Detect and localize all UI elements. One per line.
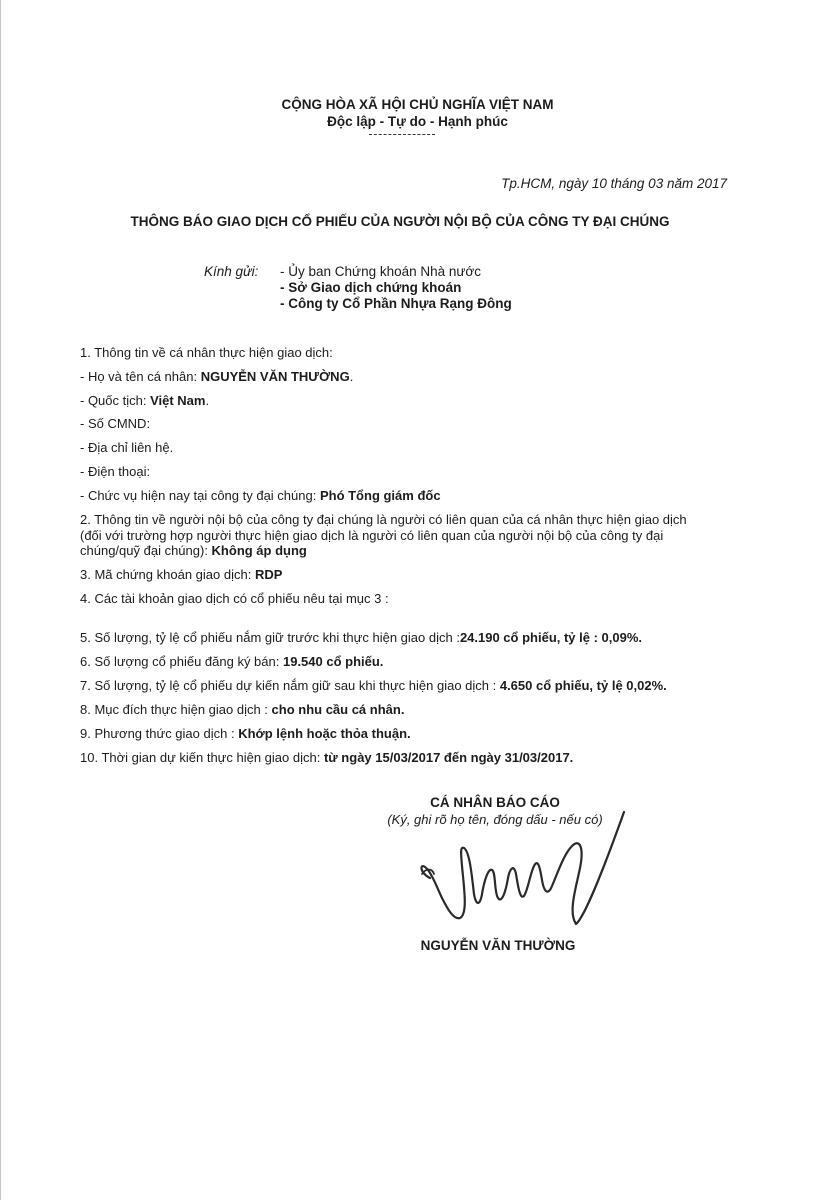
section-2-value: Không áp dụng <box>211 543 307 558</box>
section-7-label: 7. Số lượng, tỷ lệ cổ phiếu dự kiến nắm giữ sau khi thực hiện giao dịch : <box>80 678 500 693</box>
section-5-label: 5. Số lượng, tỷ lệ cổ phiếu nắm giữ trước khi thực hiện giao dịch : <box>80 630 460 645</box>
section-1-heading: 1. Thông tin về cá nhân thực hiện giao dịch: <box>80 345 333 360</box>
section-6-value: 19.540 cổ phiếu. <box>282 654 384 669</box>
recipients-label: Kính gửi: <box>204 264 259 279</box>
section-8-line <box>80 702 404 717</box>
name-value: NGUYỄN VĂN THƯỜNG <box>200 369 350 384</box>
section-7-line <box>80 678 667 693</box>
phone-line: - Điện thoại: <box>80 464 151 479</box>
national-motto: Độc lập - Tự do - Hạnh phúc <box>327 114 508 129</box>
name-end: . <box>349 369 354 384</box>
header-separator <box>369 134 435 135</box>
section-6-label: 6. Số lượng cổ phiếu đăng ký bán: <box>80 654 283 669</box>
position-label: - Chức vụ hiện nay tại công ty đại chúng: <box>80 488 320 503</box>
nationality-line <box>80 393 209 408</box>
section-4-line: 4. Các tài khoản giao dịch có cổ phiếu nêu tại mục 3 : <box>80 591 389 606</box>
section-2-line-3 <box>80 543 307 558</box>
national-title: CỘNG HÒA XÃ HỘI CHỦ NGHĨA VIỆT NAM <box>281 97 554 112</box>
section-5-line <box>80 630 642 645</box>
section-5-value: 24.190 cổ phiếu, tỷ lệ : 0,09%. <box>459 630 643 645</box>
document-title: THÔNG BÁO GIAO DỊCH CỔ PHIẾU CỦA NGƯỜI NỘI BỘ CỦA CÔNG TY ĐẠI CHÚNG <box>130 214 670 229</box>
date-line: Tp.HCM, ngày 10 tháng 03 năm 2017 <box>501 176 727 191</box>
signature-note: (Ký, ghi rõ họ tên, đóng dấu - nếu có) <box>387 812 603 827</box>
section-8-label: 8. Mục đích thực hiện giao dịch : <box>80 702 272 717</box>
recipient-item: - Ủy ban Chứng khoán Nhà nước <box>280 264 482 279</box>
section-7-value: 4.650 cổ phiếu, tỷ lệ 0,02%. <box>499 678 667 693</box>
section-6-line <box>80 654 383 669</box>
signature-title: CÁ NHÂN BÁO CÁO <box>430 795 560 810</box>
section-9-line <box>80 726 411 741</box>
section-9-label: 9. Phương thức giao dịch : <box>80 726 239 741</box>
address-line: - Địa chỉ liên hệ. <box>80 440 174 455</box>
section-3-line <box>80 567 282 582</box>
name-label: - Họ và tên cá nhân: <box>80 369 201 384</box>
section-2-line-2: (đối với trường hợp người thực hiện giao dịch là người có liên quan của người nội bộ của công ty đại <box>80 528 664 543</box>
position-value: Phó Tổng giám đốc <box>319 488 441 503</box>
nationality-end: . <box>205 393 210 408</box>
recipient-item: - Sở Giao dịch chứng khoán <box>280 280 462 295</box>
section-10-value: từ ngày 15/03/2017 đến ngày 31/03/2017. <box>323 750 574 765</box>
position-line <box>80 488 441 503</box>
section-10-line <box>80 750 573 765</box>
section-9-value: Khớp lệnh hoặc thỏa thuận. <box>238 726 411 741</box>
name-line <box>80 369 353 384</box>
nationality-value: Việt Nam <box>150 393 206 408</box>
id-number-line: - Số CMND: <box>80 416 151 431</box>
section-8-value: cho nhu cầu cá nhân. <box>271 702 405 717</box>
section-3-label: 3. Mã chứng khoán giao dịch: <box>80 567 255 582</box>
handwritten-signature <box>408 808 638 928</box>
scan-edge <box>0 0 1 1200</box>
section-3-value: RDP <box>254 567 283 582</box>
signer-name: NGUYỄN VĂN THƯỜNG <box>420 938 576 953</box>
section-2-line-1: 2. Thông tin về người nội bộ của công ty đại chúng là người có liên quan của cá nhân thực hiện giao dịch <box>80 512 687 527</box>
section-2-label: chúng/quỹ đại chúng): <box>80 543 212 558</box>
recipient-item: - Công ty Cổ Phần Nhựa Rạng Đông <box>280 296 512 311</box>
nationality-label: - Quốc tịch: <box>80 393 151 408</box>
section-10-label: 10. Thời gian dự kiến thực hiện giao dịch: <box>80 750 324 765</box>
